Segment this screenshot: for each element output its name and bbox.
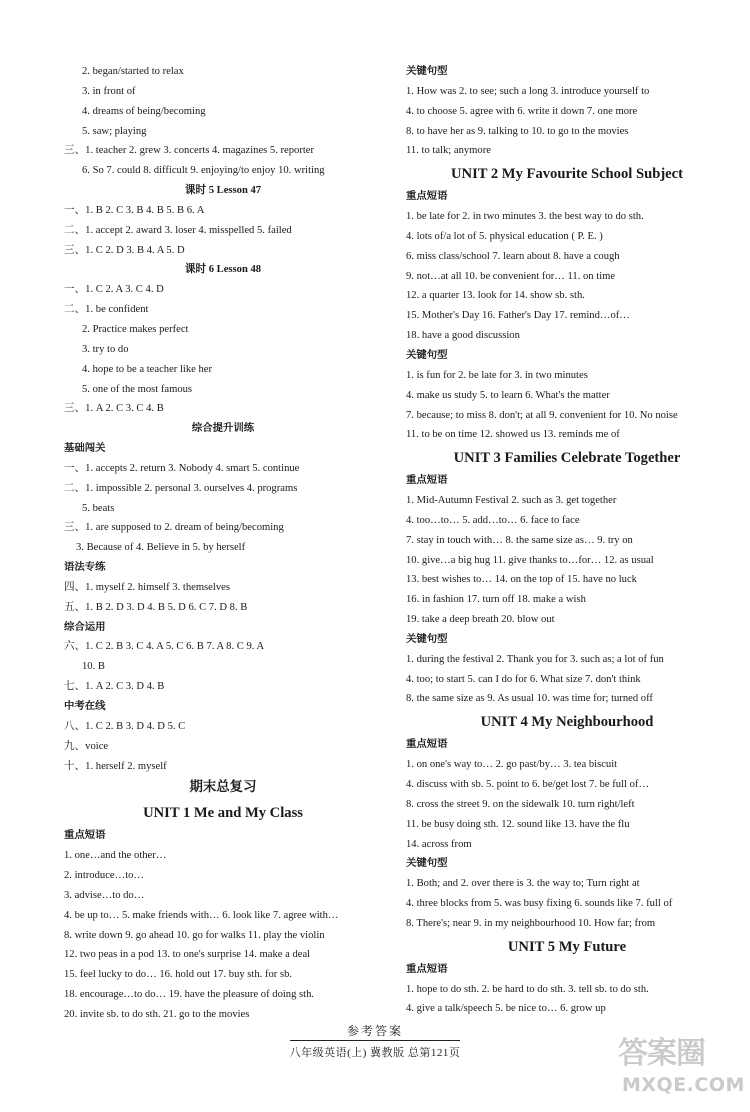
answer-line: 5. one of the most famous xyxy=(82,383,193,395)
footer-title: 参考答案 xyxy=(346,1024,403,1038)
answer-line: 二、1. impossible 2. personal 3. ourselves 4. programs xyxy=(64,482,298,494)
answer-line: 11. to talk; anymore xyxy=(406,145,491,157)
footer-page-info: 八年级英语(上) 冀教版 总第121页 xyxy=(289,1047,461,1059)
answer-line: 8. cross the street 9. on the sidewalk 10. turn right/left xyxy=(406,798,635,810)
answer-line: 4. too…to… 5. add…to… 6. face to face xyxy=(406,514,580,526)
answer-line: 六、1. C 2. B 3. C 4. A 5. C 6. B 7. A 8. C 9. A xyxy=(64,641,265,653)
answer-line: 1. one…and the other… xyxy=(64,850,167,862)
answer-line: 一、1. C 2. A 3. C 4. D xyxy=(64,284,164,296)
left-column xyxy=(64,62,382,1025)
answer-line: 三、1. A 2. C 3. C 4. B xyxy=(64,403,164,415)
answer-line: 10. give…a big hug 11. give thanks to…for… 12. as usual xyxy=(406,554,654,566)
answer-line: 3. advise…to do… xyxy=(64,889,145,901)
answer-line: 12. a quarter 13. look for 14. show sb. sth. xyxy=(406,290,585,302)
answer-line: 4. be up to… 5. make friends with… 6. look like 7. agree with… xyxy=(64,909,339,921)
answer-line: 4. give a talk/speech 5. be nice to… 6. grow up xyxy=(406,1003,606,1015)
answer-line: 3. Because of 4. Believe in 5. by herself xyxy=(76,542,246,554)
section-label: 基础闯关 xyxy=(64,442,106,455)
answer-line: 九、voice xyxy=(64,740,109,752)
answer-line: 5. beats xyxy=(82,502,115,514)
section-label: 重点短语 xyxy=(406,190,448,203)
answer-line: 十、1. herself 2. myself xyxy=(64,760,167,772)
answer-line: 1. on one's way to… 2. go past/by… 3. tea biscuit xyxy=(406,759,618,771)
section-label: 关键句型 xyxy=(406,348,448,361)
section-label: 综合运用 xyxy=(64,620,106,633)
answer-line: 2. introduce…to… xyxy=(64,870,145,882)
answer-line: 13. best wishes to… 14. on the top of 15. have no luck xyxy=(406,574,637,586)
answer-line: 5. saw; playing xyxy=(82,125,147,137)
answer-line: 2. began/started to relax xyxy=(82,66,184,77)
answer-line: 三、1. teacher 2. grew 3. concerts 4. magazines 5. reporter xyxy=(64,145,315,157)
unit-heading: UNIT 5 My Future xyxy=(507,938,627,955)
answer-line: 8. There's; near 9. in my neighbourhood 10. How far; from xyxy=(406,917,656,929)
answer-line: 6. So 7. could 8. difficult 9. enjoying/to enjoy 10. writing xyxy=(82,165,325,177)
answer-line: 11. to be on time 12. showed us 13. reminds me of xyxy=(406,429,620,441)
answer-line: 八、1. C 2. B 3. D 4. D 5. C xyxy=(64,720,186,732)
answer-line: 1. Both; and 2. over there is 3. the way to; Turn right at xyxy=(406,878,640,890)
answer-line: 8. the same size as 9. As usual 10. was time for; turned off xyxy=(406,693,653,705)
answer-line: 三、1. are supposed to 2. dream of being/becoming xyxy=(64,522,284,534)
answer-line: 6. miss class/school 7. learn about 8. have a cough xyxy=(406,250,620,262)
answer-line: 1. during the festival 2. Thank you for 3. such as; a lot of fun xyxy=(406,653,664,665)
answer-line: 15. feel lucky to do… 16. hold out 17. buy sth. for sb. xyxy=(64,969,293,981)
answer-line: 1. hope to do sth. 2. be hard to do sth. 3. tell sb. to do sth. xyxy=(406,983,649,995)
answer-line: 七、1. A 2. C 3. D 4. B xyxy=(64,681,165,693)
answer-line: 11. be busy doing sth. 12. sound like 13. have the flu xyxy=(406,818,630,830)
answer-line: 4. three blocks from 5. was busy fixing 6. sounds like 7. full of xyxy=(406,898,673,910)
answer-line: 一、1. B 2. C 3. B 4. B 5. B 6. A xyxy=(64,204,205,216)
answer-line: 20. invite sb. to do sth. 21. go to the movies xyxy=(64,1008,250,1020)
watermark-logo: 答案圈 xyxy=(618,1036,705,1071)
answer-line: 1. be late for 2. in two minutes 3. the best way to do sth. xyxy=(406,211,644,223)
answer-line: 19. take a deep breath 20. blow out xyxy=(406,614,555,626)
answer-line: 3. try to do xyxy=(82,343,129,355)
answer-line: 1. is fun for 2. be late for 3. in two minutes xyxy=(406,369,588,381)
answer-line: 二、1. be confident xyxy=(64,304,149,316)
lesson-heading: 课时 5 Lesson 47 xyxy=(184,185,262,197)
answer-line: 18. encourage…to do… 19. have the pleasure of doing sth. xyxy=(64,989,315,1001)
unit-heading: UNIT 4 My Neighbourhood xyxy=(480,714,654,731)
answer-line: 14. across from xyxy=(406,838,472,850)
answer-line: 4. dreams of being/becoming xyxy=(82,105,206,117)
section-label: 重点短语 xyxy=(406,738,448,751)
section-title: 期末总复习 xyxy=(189,780,257,796)
answer-line: 3. in front of xyxy=(82,85,136,97)
answer-line: 12. two peas in a pod 13. to one's surprise 14. make a deal xyxy=(64,949,311,961)
answer-line: 三、1. C 2. D 3. B 4. A 5. D xyxy=(64,244,185,256)
section-label: 重点短语 xyxy=(406,474,448,487)
section-label: 综合提升训练 xyxy=(191,422,255,435)
answer-line: 4. discuss with sb. 5. point to 6. be/get lost 7. be full of… xyxy=(406,779,650,790)
answer-line: 9. not…at all 10. be convenient for… 11. on time xyxy=(406,270,616,282)
answer-line: 一、1. accepts 2. return 3. Nobody 4. smart 5. continue xyxy=(64,462,300,474)
answer-line: 二、1. accept 2. award 3. loser 4. misspelled 5. failed xyxy=(64,224,292,236)
unit-heading: UNIT 2 My Favourite School Subject xyxy=(450,166,683,183)
right-column xyxy=(406,62,728,1019)
unit-heading: UNIT 3 Families Celebrate Together xyxy=(453,450,681,467)
answer-line: 4. lots of/a lot of 5. physical education ( P. E. ) xyxy=(406,230,603,242)
section-label: 关键句型 xyxy=(406,857,448,870)
answer-line: 15. Mother's Day 16. Father's Day 17. remind…of… xyxy=(406,310,630,322)
answer-line: 7. stay in touch with… 8. the same size as… 9. try on xyxy=(406,534,633,546)
answer-line: 四、1. myself 2. himself 3. themselves xyxy=(64,581,230,593)
answer-line: 8. write down 9. go ahead 10. go for walks 11. play the violin xyxy=(64,929,325,941)
watermark-url: MXQE.COM xyxy=(622,1074,745,1096)
answer-line: 8. to have her as 9. talking to 10. to go to the movies xyxy=(406,125,629,137)
answer-line: 五、1. B 2. D 3. D 4. B 5. D 6. C 7. D 8. B xyxy=(64,601,248,613)
answer-line: 2. Practice makes perfect xyxy=(82,323,189,335)
section-label: 重点短语 xyxy=(406,962,448,975)
answer-line: 7. because; to miss 8. don't; at all 9. convenient for 10. No noise xyxy=(406,409,678,421)
section-label: 语法专练 xyxy=(64,561,106,574)
answer-line: 1. Mid-Autumn Festival 2. such as 3. get together xyxy=(406,495,617,507)
section-label: 重点短语 xyxy=(64,829,106,842)
section-label: 中考在线 xyxy=(64,700,106,712)
answer-line: 4. too; to start 5. can I do for 6. What size 7. don't think xyxy=(406,673,641,685)
section-label: 关键句型 xyxy=(406,632,448,645)
answer-line: 4. make us study 5. to learn 6. What's the matter xyxy=(406,389,610,401)
answer-line: 18. have a good discussion xyxy=(406,330,520,342)
unit-heading: UNIT 1 Me and My Class xyxy=(143,805,303,822)
answer-line: 4. hope to be a teacher like her xyxy=(82,363,213,375)
answer-line: 1. How was 2. to see; such a long 3. introduce yourself to xyxy=(406,85,650,97)
answer-line: 4. to choose 5. agree with 6. write it down 7. one more xyxy=(406,105,638,117)
lesson-heading: 课时 6 Lesson 48 xyxy=(184,264,262,276)
answer-line: 16. in fashion 17. turn off 18. make a wish xyxy=(406,594,586,606)
section-label: 关键句型 xyxy=(406,65,448,77)
footer-divider xyxy=(290,1040,460,1041)
answer-line: 10. B xyxy=(82,661,105,673)
